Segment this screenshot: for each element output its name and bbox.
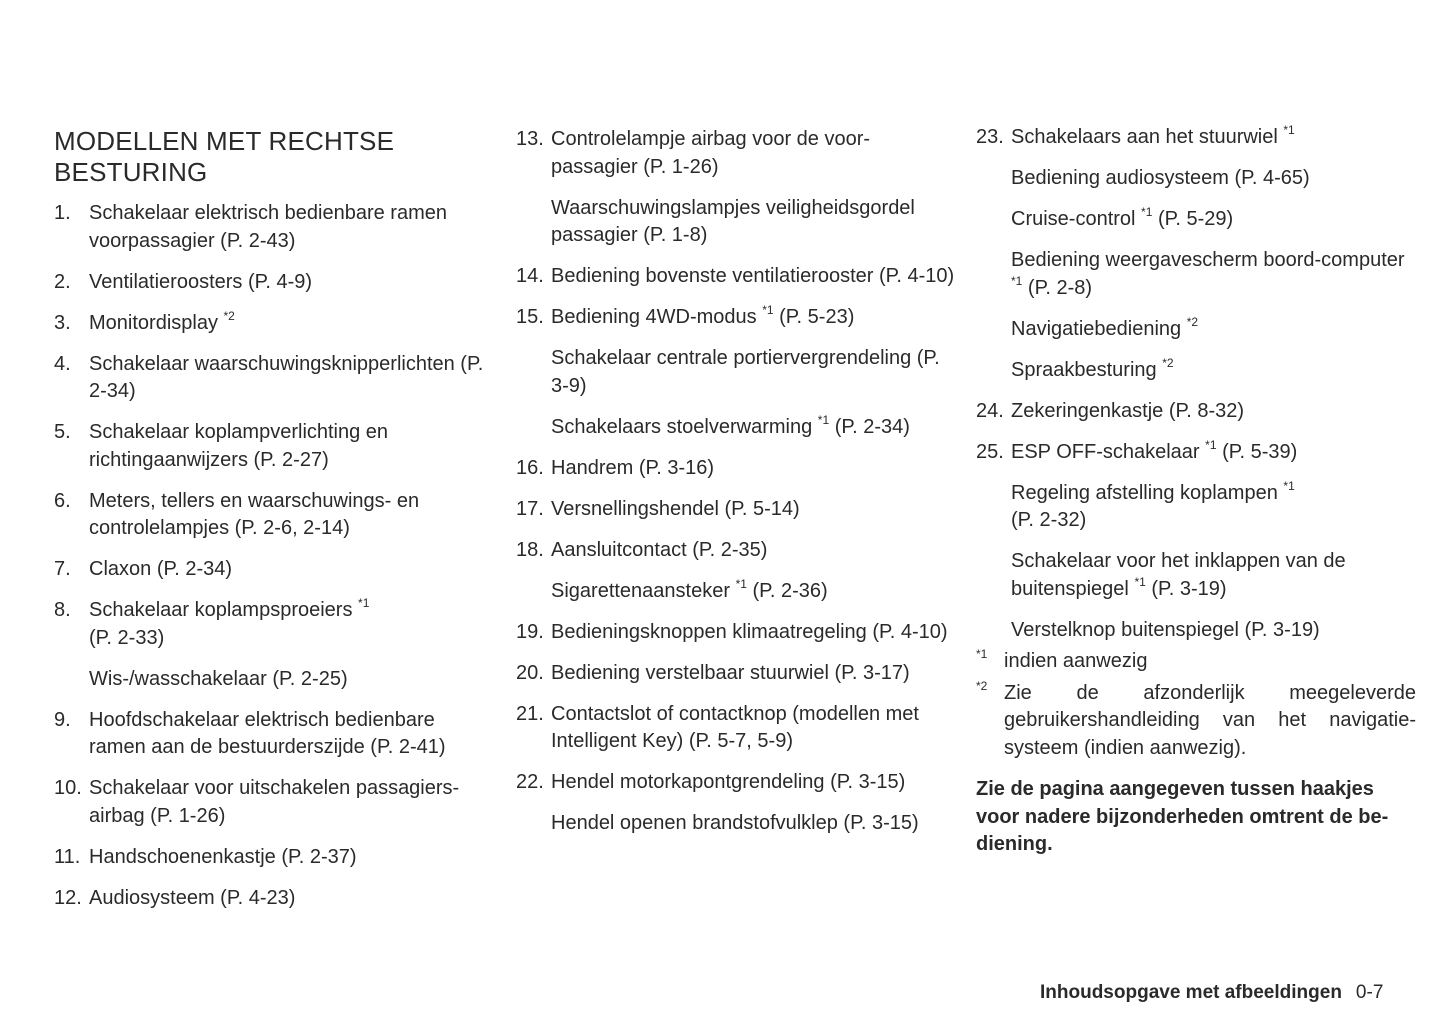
list-item: 15. Bediening 4WD-modus $^{*1}$ (P. 5-23) <box>516 303 855 328</box>
list-subitem: Sigarettenaansteker $^{*1}$ (P. 2-36) <box>551 576 828 602</box>
footnote-ref: *1 <box>358 596 370 610</box>
list-item: 22. Hendel motorkapontgrendeling (P. 3-15) <box>516 771 906 793</box>
list-item: 25. ESP OFF-schakelaar $^{*1}$ (P. 5-39) <box>976 437 1298 463</box>
list-item: 8. Schakelaar koplampsproeiers $^{*1}$ (P. 2-33) <box>54 596 370 649</box>
list-item: 3. Monitordisplay $^{*2}$ <box>54 308 235 334</box>
list-subitem: Cruise-control $^{*1}$ (P. 5-29) <box>1011 205 1234 230</box>
list-item: 20. Bediening verstelbaar stuurwiel (P. 3-17) <box>516 661 910 684</box>
reference-note: Zie de pagina aangegeven tussen haakjes voor nadere bijzonderheden omtrent de be-diening. <box>976 778 1389 855</box>
list-item: 17. Versnellingshendel (P. 5-14) <box>516 497 800 520</box>
list-item: 5. Schakelaar koplampverlichting en richtingaanwijzers (P. 2-27) <box>54 421 389 471</box>
footnote-ref: *1 <box>1141 205 1153 219</box>
list-item: 6. Meters, tellers en waarschuwings- en controlelampjes (P. 2-6, 2-14) <box>54 489 420 539</box>
footnote-ref: *2 <box>223 308 235 323</box>
list-subitem: Hendel openen brandstofvulklep (P. 3-15) <box>551 812 919 834</box>
list-subitem: Bediening audiosysteem (P. 4-65) <box>1011 167 1310 189</box>
list-subitem: Navigatiebediening $^{*2}$ <box>1011 314 1199 340</box>
footnote-ref: *1 <box>1283 123 1295 137</box>
list-item: 10. Schakelaar voor uitschakelen passagiers-airbag (P. 1-26) <box>54 777 460 827</box>
list-item: 19. Bedieningsknoppen klimaatregeling (P. 4-10) <box>516 620 948 643</box>
column-2 <box>516 126 956 851</box>
column-1 <box>54 122 494 926</box>
list-item: 16. Handrem (P. 3-16) <box>516 456 715 479</box>
list-item: 12. Audiosysteem (P. 4-23) <box>54 886 296 909</box>
footnote-ref: *1 <box>817 412 830 427</box>
list-item: 11. Handschoenenkastje (P. 2-37) <box>54 845 357 868</box>
footnote-ref: *1 <box>1011 273 1023 288</box>
list-item: 23. Schakelaars aan het stuurwiel $^{*1}$ <box>976 123 1295 148</box>
list-item: 9. Hoofdschakelaar elektrisch bedienbare ramen aan de bestuurderszijde (P. 2-41) <box>54 708 446 758</box>
page-footer <box>1040 982 1383 1004</box>
footer-section-title: Inhoudsopgave met afbeeldingen <box>1040 982 1342 1003</box>
footnote-ref: *2 <box>1186 314 1199 329</box>
list-item: 1. Schakelaar elektrisch bedienbare ramen voorpassagier (P. 2-43) <box>54 202 447 252</box>
footnote-ref: *2 <box>1162 355 1174 370</box>
page-number: 0-7 <box>1355 982 1384 1003</box>
footnote-ref: *1 <box>1283 478 1295 493</box>
footnote-ref: *1 <box>762 303 774 317</box>
list-subitem: Regeling afstelling koplampen $^{*1}$ (P. 2-32) <box>1011 478 1295 531</box>
list-subitem: Waarschuwingslampjes veiligheidsgordel passagier (P. 1-8) <box>551 196 915 246</box>
list-item: 21. Contactslot of contactknop (modellen met Intelligent Key) (P. 5-7, 5-9) <box>516 702 919 752</box>
list-subitem: Schakelaar voor het inklappen van de buitenspiegel $^{*1}$ (P. 3-19) <box>1011 550 1346 600</box>
list-item: 13. Controlelampje airbag voor de voor-passagier (P. 1-26) <box>516 128 871 178</box>
list-subitem: Verstelknop buitenspiegel (P. 3-19) <box>1011 618 1320 641</box>
footnote-ref: *1 <box>1134 574 1146 589</box>
list-item: 18. Aansluitcontact (P. 2-35) <box>516 538 768 561</box>
list-subitem: Schakelaars stoelverwarming $^{*1}$ (P. 2-34) <box>551 412 910 438</box>
list-item: 4. Schakelaar waarschuwingsknipperlichten (P. 2-34) <box>54 352 484 402</box>
list-subitem: Schakelaar centrale portiervergrendeling (P. 3-9) <box>551 347 940 397</box>
list-item: 2. Ventilatieroosters (P. 4-9) <box>54 270 313 293</box>
list-subitem: Spraakbesturing $^{*2}$ <box>1011 355 1174 381</box>
list-item: 24. Zekeringenkastje (P. 8-32) <box>976 399 1245 422</box>
list-item: 14. Bediening bovenste ventilatierooster (P. 4-10) <box>516 265 955 287</box>
footnote-ref: *1 <box>735 576 747 591</box>
column-3 <box>976 124 1416 859</box>
list-subitem: Wis-/wasschakelaar (P. 2-25) <box>89 667 348 690</box>
list-subitem: Bediening weergavescherm boord-computer $^{*1}$ (P. 2-8) <box>1011 249 1405 299</box>
footnote: $^{*2}$ Zie de afzonderlijk meegeleverde gebruikershandleiding van het navigatie-systeem (indien aanwezig). <box>976 678 1416 759</box>
list-item: 7. Claxon (P. 2-34) <box>54 558 233 580</box>
footnote: $^{*1}$ indien aanwezig <box>976 647 1148 672</box>
section-heading: MODELLEN MET RECHTSE BESTURING <box>54 126 395 187</box>
footnote-ref: *1 <box>1205 437 1217 452</box>
